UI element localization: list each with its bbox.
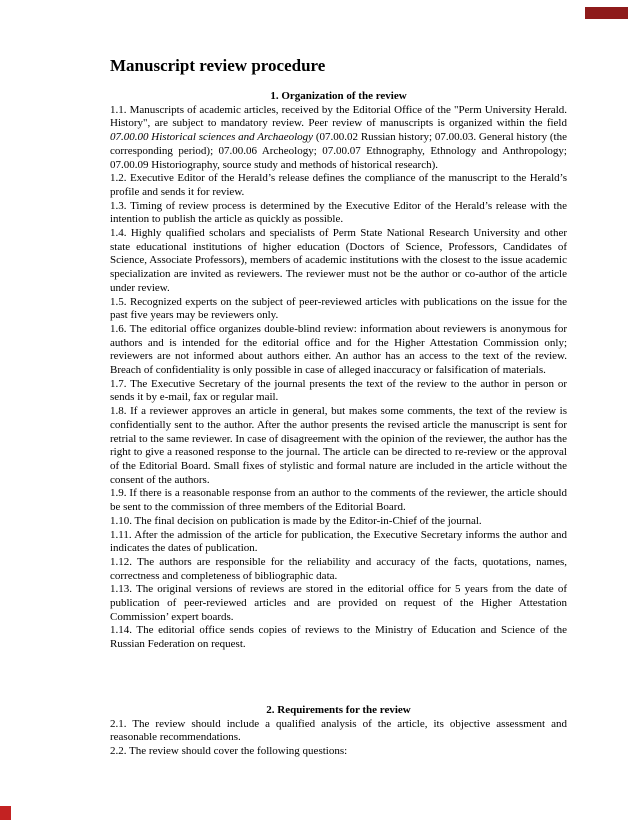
paragraph-1-1 [110,104,567,173]
paragraph-1-13: 1.13. The original versions of reviews are stored in the editorial office for 5 years from the date of publication of peer-reviewed articles and are provided on request of the Higher Attestation Commission’ expert boards. [110,583,567,623]
field-code-italic: 07.00.00 Historical sciences and Archaeology [110,131,314,144]
paragraph-1-7: 1.7. The Executive Secretary of the journal presents the text of the review to the author in person or sends it by e-mail, fax or regular mail. [110,377,567,404]
paragraph-1-5: 1.5. Recognized experts on the subject of peer-reviewed articles with publications on the issue for the past five years may be reviewers only. [110,295,567,322]
document-title: Manuscript review procedure [110,56,326,75]
paragraph-1-9: 1.9. If there is a reasonable response from an author to the comments of the reviewer, the article should be sent to the commission of three members of the Editorial Board. [110,487,567,514]
paragraph-1-12: 1.12. The authors are responsible for the reliability and accuracy of the facts, quotations, names, correctness and completeness of bibliographic data. [110,555,567,582]
paragraph-1-4: 1.4. Highly qualified scholars and specialists of Perm State National Research University and other state educational institutions of higher education (Doctors of Science, Professors, Candidates of Science, Associate Professors), members of academic institutions with the closest to the issue academic specialization are invited as reviewers. The reviewer must not be the author or co-author of the article under review. [110,227,567,294]
paragraph-1-1-text-before: 1.1. Manuscripts of academic articles, received by the Editorial Office of the "Perm University Herald. History", are subject to mandatory review. Peer review of manuscripts is organized within the field [110,103,567,130]
paragraph-2-2: 2.2. The review should cover the following questions: [110,744,348,757]
paragraph-1-1-text-after: (07.00.02 Russian history; 07.00.03. General history (the corresponding period); 07.00.06 Archeology; 07.00.07 Ethnography, Ethnology and Anthropology; 07.00.09 Historiography, source study and methods of historical research). [110,131,567,171]
paragraph-1-11: 1.11. After the admission of the article for publication, the Executive Secretary informs the author and indicates the dates of publication. [110,528,567,555]
paragraph-1-3: 1.3. Timing of review process is determined by the Executive Editor of the Herald’s release with the intention to publish the article as quickly as possible. [110,199,567,226]
paragraph-1-6: 1.6. The editorial office organizes double-blind review: information about reviewers is anonymous for authors and is intended for the editorial office and for the Higher Attestation Commission only; reviewers are not informed about authors either. An author has an access to the text of the review. Breach of confidentiality is only possible in case of alleged inaccuracy or falsification of materials. [110,322,567,377]
top-right-red-marker [585,7,628,19]
section-1-heading: 1. Organization of the review [270,90,407,102]
document-content [110,56,567,759]
bottom-left-red-marker [0,806,11,820]
paragraph-1-2: 1.2. Executive Editor of the Herald’s release defines the compliance of the manuscript to the Herald’s profile and sends it for review. [110,172,567,198]
paragraph-1-14: 1.14. The editorial office sends copies of reviews to the Ministry of Education and Science of the Russian Federation on request. [110,624,567,651]
paragraph-1-8: 1.8. If a reviewer approves an article in general, but makes some comments, the text of the review is confidentially sent to the author. After the author presents the revised article the manuscript is sent for retrial to the same reviewer. In case of disagreement with the opinion of the reviewer, the author has the right to give a reasoned response to the journal. The article can be directed to re-review or the approval of the Editorial Board. Small fixes of stylistic and formal nature are included in the article without the consent of the authors. [110,405,567,486]
paragraph-2-1: 2.1. The review should include a qualified analysis of the article, its objective assessment and reasonable recommendations. [110,717,567,744]
paragraph-1-10: 1.10. The final decision on publication is made by the Editor-in-Chief of the journal. [110,514,482,527]
section-2-heading: 2. Requirements for the review [266,703,411,716]
